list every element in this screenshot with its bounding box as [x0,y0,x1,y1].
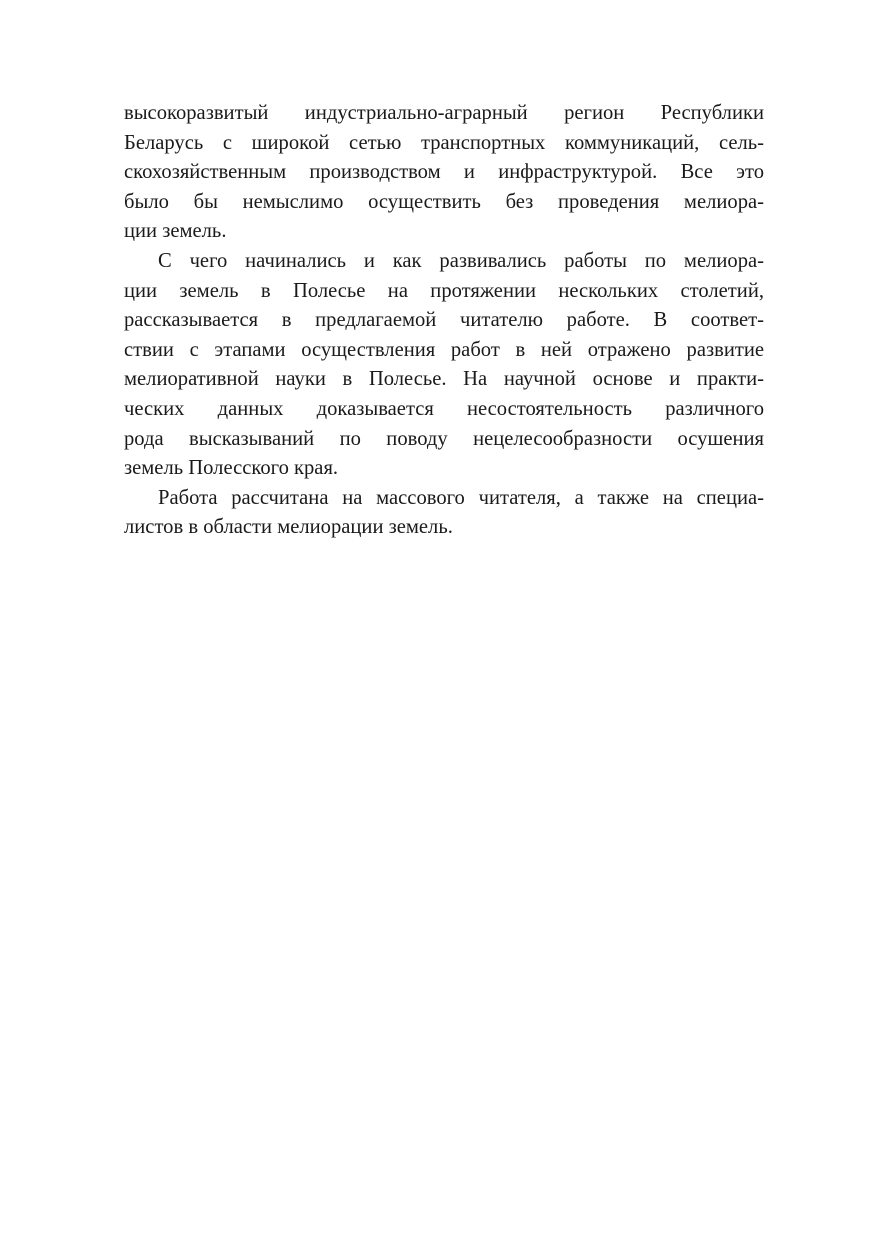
text-line: было бы немыслимо осуществить без проведения мелиора- [124,190,764,213]
text-line: листов в области мелиорации земель. [124,516,453,539]
text-line: Работа рассчитана на массового читателя, а также на специа- [158,486,764,509]
text-line: ции земель в Полесье на протяжении нескольких столетий, [124,279,764,302]
body-text [124,99,764,543]
text-line: ческих данных доказывается несостоятельность различного [124,397,764,420]
text-line: мелиоративной науки в Полесье. На научной основе и практи- [124,368,764,391]
text-line: рассказывается в предлагаемой читателю работе. В соответ- [124,309,764,332]
paragraph-2 [124,247,764,484]
paragraph-1 [124,99,764,247]
text-line: Беларусь с широкой сетью транспортных коммуникаций, сель- [124,131,764,154]
text-line: высокоразвитый индустриально-аграрный регион Республики [124,102,764,124]
text-line: рода высказываний по поводу нецелесообразности осушения [124,427,764,450]
paragraph-3 [124,484,764,543]
text-line: земель Полесского края. [124,457,339,480]
text-line: С чего начинались и как развивались работы по мелиора- [158,249,764,272]
text-line: ции земель. [124,220,227,243]
text-line: ствии с этапами осуществления работ в ней отражено развитие [124,338,764,361]
text-line: скохозяйственным производством и инфраструктурой. Все это [124,161,764,184]
